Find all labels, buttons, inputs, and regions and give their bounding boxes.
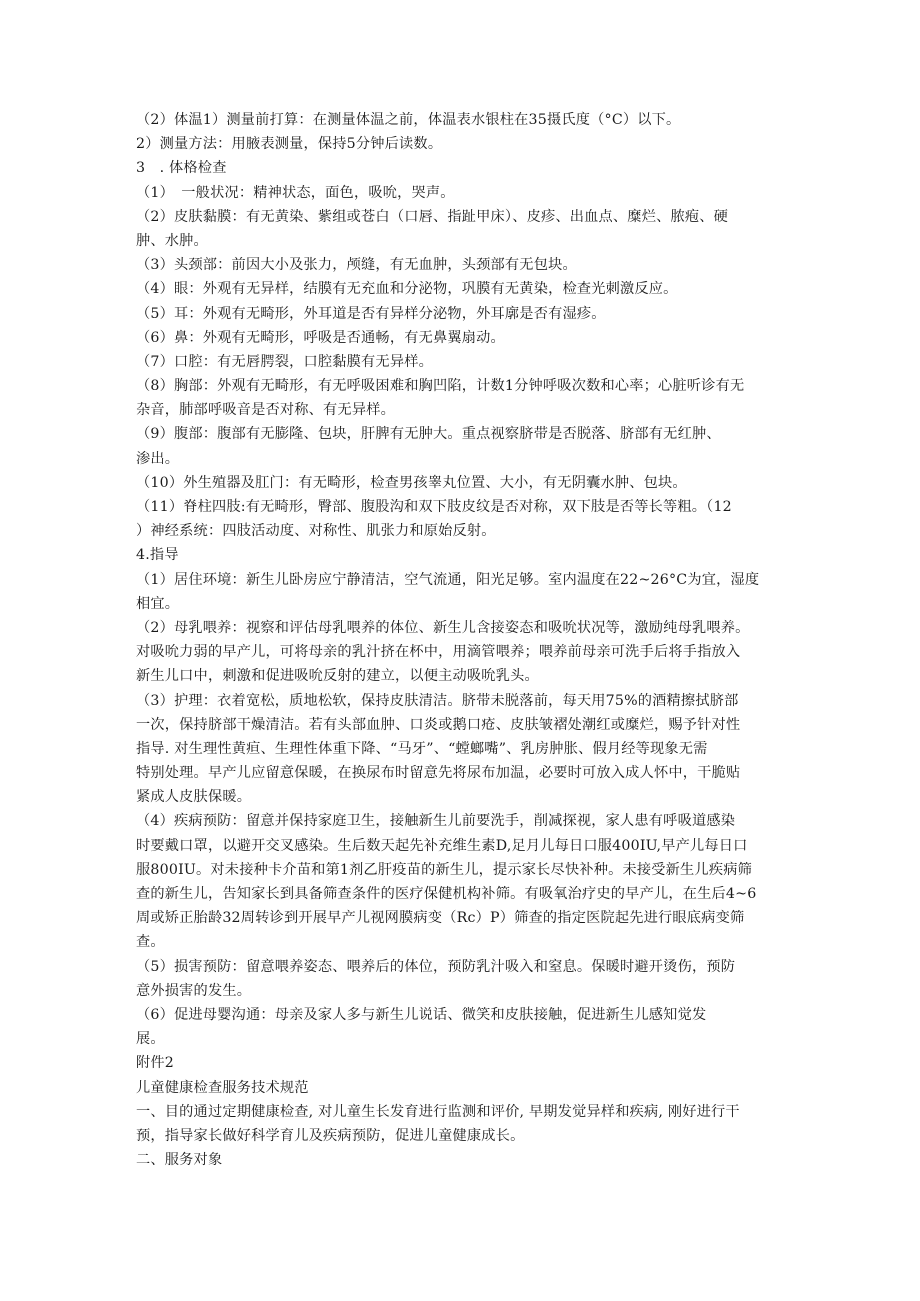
text-line: （6）促进母婴沟通：母亲及家人多与新生儿说话、微笑和皮肤接触，促进新生儿感知觉发 — [136, 1006, 707, 1023]
text-line: 查。 — [136, 934, 165, 951]
text-line: 时要戴口罩，以避开交叉感染。生后数天起先补充维生素D,足月儿每日口服400IU,早产儿每日口 — [136, 837, 748, 854]
text-line: 新生儿口中，刺激和促进吸吮反射的建立，以便主动吸吮乳头。 — [136, 668, 539, 685]
text-line: （6）鼻：外观有无畸形，呼吸是否通畅，有无鼻翼扇动。 — [136, 329, 505, 346]
text-line: 一、目的通过定期健康检查, 对儿童生长发育进行监测和评价, 早期发觉异样和疾病, 刚好进行干 — [136, 1103, 740, 1120]
text-line: 查的新生儿，告知家长到具备筛查条件的医疗保健机构补筛。有吸氧治疗史的早产儿，在生后4~6 — [136, 886, 757, 902]
text-line: 特别处理。早产儿应留意保暖，在换尿布时留意先将尿布加温，必要时可放入成人怀中，干脆贴 — [136, 765, 741, 782]
text-line: （5）耳：外观有无畸形，外耳道是否有异样分泌物，外耳廓是否有湿疹。 — [136, 305, 606, 322]
text-line: 一次，保持脐部干燥清洁。若有头部血肿、口炎或鹅口疮、皮肤皱褶处潮红或糜烂，赐予针对性 — [136, 716, 741, 733]
section-heading: 4.指导 — [136, 547, 179, 564]
text-line: （3）头颈部：前因大小及张力，颅缝，有无血肿，头颈部有无包块。 — [136, 257, 577, 274]
text-line: 2）测量方法：用腋表测量，保持5分钟后读数。 — [136, 136, 443, 153]
text-line: （9）腹部：腹部有无膨隆、包块，肝脾有无肿大。重点视察脐带是否脱落、脐部有无红肿、 — [136, 426, 721, 443]
section-heading: 3 . 体格检查 — [136, 160, 227, 177]
text-line: 服800IU。对未接种卡介苗和第1剂乙肝疫苗的新生儿，提示家长尽快补种。未接受新生儿疾病筛 — [136, 861, 752, 878]
text-line: 对吸吮力弱的早产儿，可将母亲的乳汁挤在杯中，用滴管喂养；喂养前母亲可洗手后将手指放入 — [136, 644, 741, 661]
text-line: （2）皮肤黏膜：有无黄染、紫组或苍白（口唇、指趾甲床）、皮疹、出血点、糜烂、脓疱、硬 — [136, 208, 729, 225]
text-line: 相宜。 — [136, 595, 180, 612]
text-line: （1）居住环境：新生儿卧房应宁静清洁，空气流通，阳光足够。室内温度在22~26°C为宜，湿度 — [136, 571, 760, 588]
text-line: 肿、水肿。 — [136, 232, 208, 249]
text-line: （1） 一般状况：精神状态，面色，吸吮，哭声。 — [136, 184, 455, 201]
text-line: （2）母乳喂养：视察和评估母乳喂养的体位、新生儿含接姿态和吸吮状况等，激励纯母乳喂养。 — [136, 619, 750, 636]
document-title: 儿童健康检查服务技术规范 — [136, 1079, 309, 1096]
text-line: 渗出。 — [136, 450, 180, 467]
text-line: （3）护理：衣着宽松，质地松软，保持皮肤清洁。脐带未脱落前，每天用75%的酒精擦拭脐部 — [136, 692, 739, 709]
text-line: 周或矫正胎龄32周转诊到开展早产儿视网膜病变（Rc）P）筛查的指定医院起先进行眼底病变筛 — [136, 910, 745, 927]
text-line: 展。 — [136, 1031, 165, 1048]
text-line: 预，指导家长做好科学育儿及疾病预防，促进儿童健康成长。 — [136, 1127, 525, 1144]
text-line: 紧成人皮肤保暖。 — [136, 789, 252, 806]
text-line: （7）口腔：有无唇腭裂，口腔黏膜有无异样。 — [136, 353, 433, 370]
text-line: （4）眼：外观有无异样，结膜有无充血和分泌物，巩膜有无黄染，检查光刺激反应。 — [136, 281, 678, 298]
text-line: ）神经系统：四肢活动度、对称性、肌张力和原始反射。 — [136, 523, 496, 540]
attachment-label: 附件2 — [136, 1055, 175, 1072]
text-line: （11）脊柱四肢:有无畸形，臀部、腹股沟和双下肢皮纹是否对称，双下肢是否等长等粗。（12 — [136, 499, 732, 515]
text-line: 意外损害的发生。 — [136, 982, 252, 999]
text-line: 指导. 对生理性黄疸、生理性体重下降、“马牙”、“螳螂嘴”、乳房肿胀、假月经等现象无需 — [136, 740, 708, 757]
text-line: （8）胸部：外观有无畸形，有无呼吸困难和胸凹陷，计数1分钟呼吸次数和心率；心脏听诊有无 — [136, 378, 745, 395]
text-line: （5）损害预防：留意喂养姿态、喂养后的体位，预防乳汁吸入和窒息。保暖时避开烫伤，预防 — [136, 958, 736, 975]
document-page — [136, 108, 796, 1172]
text-line: （2）体温1）测量前打算：在测量体温之前，体温表水银柱在35摄氏度（°C）以下。 — [136, 112, 681, 128]
text-line: 杂音，肺部呼吸音是否对称、有无异样。 — [136, 402, 395, 419]
section-heading: 二、服务对象 — [136, 1152, 223, 1169]
text-line: （10）外生殖器及肛门：有无畸形，检查男孩睾丸位置、大小，有无阴囊水肿、包块。 — [136, 474, 687, 491]
text-line: （4）疾病预防：留意并保持家庭卫生，接触新生儿前要洗手，削减探视，家人患有呼吸道感染 — [136, 813, 736, 830]
